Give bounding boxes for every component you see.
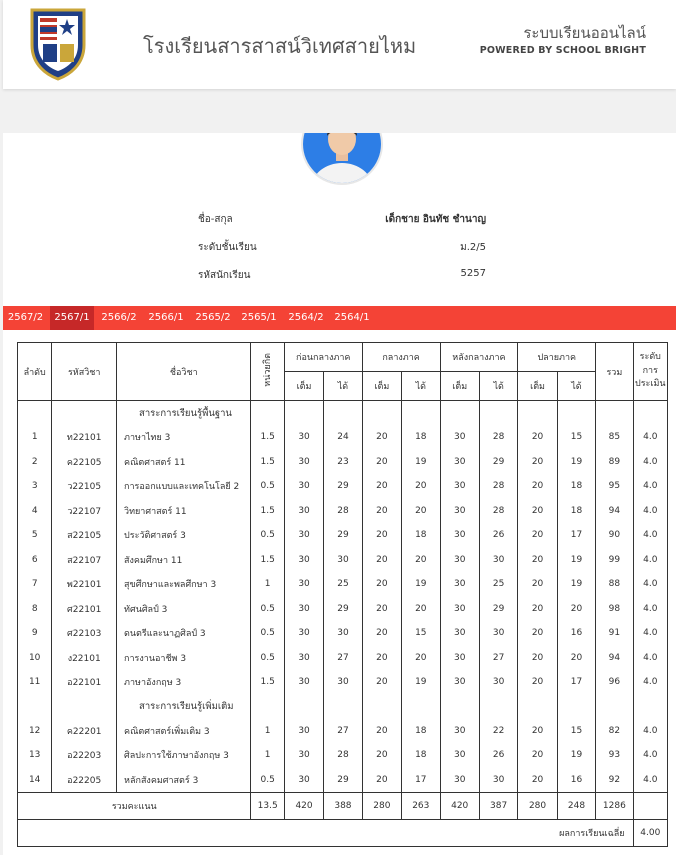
col-header-code: รหัสวิชา bbox=[52, 343, 117, 401]
score-got: 20 bbox=[402, 548, 440, 573]
score-got: 29 bbox=[324, 597, 362, 622]
grade-level: 4.0 bbox=[633, 719, 667, 744]
student-level-value: ม.2/5 bbox=[460, 242, 486, 253]
gpa-row bbox=[18, 820, 668, 847]
score-total: 93 bbox=[596, 743, 633, 768]
score-got: 28 bbox=[479, 425, 517, 450]
student-id-label: รหัสนักเรียน bbox=[198, 270, 251, 281]
score-got: 25 bbox=[479, 572, 517, 597]
table-row bbox=[18, 523, 668, 548]
subject-credit: 1 bbox=[251, 572, 284, 597]
score-got: 17 bbox=[557, 670, 595, 695]
empty-cell bbox=[18, 401, 52, 426]
tab-2564-2[interactable]: 2564/2 bbox=[288, 312, 324, 323]
grade-level: 4.0 bbox=[633, 670, 667, 695]
total-score-part: 387 bbox=[479, 793, 517, 820]
subject-name: ทัศนศิลป์ 3 bbox=[117, 597, 251, 622]
total-score-part: 420 bbox=[440, 793, 479, 820]
score-got: 28 bbox=[324, 743, 362, 768]
subject-credit: 0.5 bbox=[251, 597, 284, 622]
score-total: 91 bbox=[596, 621, 633, 646]
tab-2567-2[interactable]: 2567/2 bbox=[7, 312, 44, 323]
subject-code: ว22107 bbox=[52, 499, 117, 524]
score-full: 20 bbox=[362, 474, 401, 499]
col-header-full: เต็ม bbox=[518, 372, 557, 401]
row-number: 4 bbox=[18, 499, 52, 524]
table-row bbox=[18, 621, 668, 646]
score-full: 30 bbox=[284, 499, 323, 524]
score-got: 18 bbox=[557, 499, 595, 524]
subject-name: คณิตศาสตร์เพิ่มเติม 3 bbox=[117, 719, 251, 744]
score-total: 98 bbox=[596, 597, 633, 622]
score-got: 29 bbox=[479, 450, 517, 475]
score-full: 30 bbox=[284, 670, 323, 695]
score-total: 88 bbox=[596, 572, 633, 597]
tab-2565-2[interactable]: 2565/2 bbox=[195, 312, 231, 323]
empty-cell bbox=[633, 695, 667, 719]
row-number: 8 bbox=[18, 597, 52, 622]
empty-cell bbox=[52, 695, 117, 719]
empty-cell bbox=[479, 401, 517, 426]
row-number: 2 bbox=[18, 450, 52, 475]
score-full: 20 bbox=[518, 572, 557, 597]
school-crest-icon bbox=[29, 7, 87, 81]
subject-name: สุขศึกษาและพลศึกษา 3 bbox=[117, 572, 251, 597]
col-header-got: ได้ bbox=[324, 372, 362, 401]
total-score-part: 263 bbox=[402, 793, 440, 820]
empty-cell bbox=[479, 695, 517, 719]
score-got: 26 bbox=[479, 523, 517, 548]
table-row bbox=[18, 548, 668, 573]
col-header-full: เต็ม bbox=[440, 372, 479, 401]
score-got: 15 bbox=[402, 621, 440, 646]
score-got: 18 bbox=[402, 523, 440, 548]
grade-level: 4.0 bbox=[633, 425, 667, 450]
score-full: 20 bbox=[518, 548, 557, 573]
score-got: 28 bbox=[479, 499, 517, 524]
score-full: 20 bbox=[362, 646, 401, 671]
row-number: 14 bbox=[18, 768, 52, 793]
grade-level: 4.0 bbox=[633, 548, 667, 573]
score-got: 16 bbox=[557, 621, 595, 646]
credit-header-text: หน่วยกิต bbox=[262, 353, 273, 387]
score-full: 30 bbox=[440, 474, 479, 499]
score-total: 95 bbox=[596, 474, 633, 499]
score-full: 30 bbox=[284, 768, 323, 793]
subject-code: ท22101 bbox=[52, 425, 117, 450]
score-full: 20 bbox=[518, 621, 557, 646]
subject-credit: 1.5 bbox=[251, 425, 284, 450]
subject-credit: 0.5 bbox=[251, 646, 284, 671]
subject-credit: 1 bbox=[251, 719, 284, 744]
subject-credit: 1.5 bbox=[251, 450, 284, 475]
empty-cell bbox=[402, 401, 440, 426]
score-full: 30 bbox=[284, 719, 323, 744]
score-total: 94 bbox=[596, 646, 633, 671]
score-got: 17 bbox=[557, 523, 595, 548]
score-total: 89 bbox=[596, 450, 633, 475]
empty-cell bbox=[18, 695, 52, 719]
subject-credit: 0.5 bbox=[251, 474, 284, 499]
score-got: 20 bbox=[402, 597, 440, 622]
score-got: 16 bbox=[557, 768, 595, 793]
col-header-credit bbox=[251, 343, 284, 401]
score-full: 30 bbox=[284, 572, 323, 597]
score-full: 30 bbox=[440, 597, 479, 622]
table-row bbox=[18, 425, 668, 450]
score-total: 82 bbox=[596, 719, 633, 744]
grade-level: 4.0 bbox=[633, 768, 667, 793]
score-total: 85 bbox=[596, 425, 633, 450]
score-got: 28 bbox=[324, 499, 362, 524]
score-got: 27 bbox=[479, 646, 517, 671]
subject-name: ภาษาไทย 3 bbox=[117, 425, 251, 450]
score-got: 29 bbox=[324, 523, 362, 548]
score-full: 30 bbox=[284, 597, 323, 622]
score-full: 30 bbox=[284, 646, 323, 671]
subject-code: ศ22103 bbox=[52, 621, 117, 646]
score-full: 30 bbox=[284, 621, 323, 646]
score-got: 27 bbox=[324, 646, 362, 671]
total-score-part: 420 bbox=[284, 793, 323, 820]
score-full: 20 bbox=[362, 597, 401, 622]
col-header-got: ได้ bbox=[557, 372, 595, 401]
score-full: 20 bbox=[518, 719, 557, 744]
row-number: 12 bbox=[18, 719, 52, 744]
row-number: 5 bbox=[18, 523, 52, 548]
subject-credit: 1 bbox=[251, 743, 284, 768]
subject-credit: 0.5 bbox=[251, 768, 284, 793]
subject-group-row bbox=[18, 695, 668, 719]
score-full: 30 bbox=[284, 523, 323, 548]
empty-cell bbox=[557, 695, 595, 719]
empty-cell bbox=[596, 401, 633, 426]
score-got: 26 bbox=[479, 743, 517, 768]
score-got: 19 bbox=[557, 743, 595, 768]
score-got: 19 bbox=[402, 670, 440, 695]
student-name-label: ชื่อ-สกุล bbox=[198, 214, 233, 225]
table-row bbox=[18, 450, 668, 475]
score-full: 20 bbox=[518, 743, 557, 768]
score-got: 28 bbox=[479, 474, 517, 499]
score-full: 30 bbox=[284, 425, 323, 450]
score-total: 99 bbox=[596, 548, 633, 573]
empty-cell bbox=[324, 401, 362, 426]
total-score-part: 248 bbox=[557, 793, 595, 820]
subject-name: ศิลปะการใช้ภาษาอังกฤษ 3 bbox=[117, 743, 251, 768]
score-got: 29 bbox=[479, 597, 517, 622]
score-full: 30 bbox=[440, 548, 479, 573]
table-row bbox=[18, 499, 668, 524]
score-full: 20 bbox=[362, 499, 401, 524]
tab-2567-1[interactable]: 2567/1 bbox=[50, 306, 94, 330]
col-header-subject: ชื่อวิชา bbox=[117, 343, 251, 401]
row-number: 6 bbox=[18, 548, 52, 573]
subject-credit: 1.5 bbox=[251, 670, 284, 695]
score-got: 18 bbox=[402, 719, 440, 744]
subject-code: พ22101 bbox=[52, 572, 117, 597]
row-number: 3 bbox=[18, 474, 52, 499]
score-got: 30 bbox=[479, 548, 517, 573]
subject-name: การออกแบบและเทคโนโลยี 2 bbox=[117, 474, 251, 499]
subject-credit: 1.5 bbox=[251, 548, 284, 573]
score-got: 20 bbox=[402, 646, 440, 671]
subject-code: ส22107 bbox=[52, 548, 117, 573]
table-row bbox=[18, 768, 668, 793]
total-score-row bbox=[18, 793, 668, 820]
subject-code: อ22101 bbox=[52, 670, 117, 695]
empty-cell bbox=[557, 401, 595, 426]
score-full: 30 bbox=[440, 523, 479, 548]
grade-level: 4.0 bbox=[633, 474, 667, 499]
table-row bbox=[18, 572, 668, 597]
row-number: 1 bbox=[18, 425, 52, 450]
subject-code: ศ22101 bbox=[52, 597, 117, 622]
tab-2565-1[interactable]: 2565/1 bbox=[241, 312, 277, 323]
subject-credit: 1.5 bbox=[251, 499, 284, 524]
score-got: 19 bbox=[557, 548, 595, 573]
score-got: 18 bbox=[402, 425, 440, 450]
total-score-sum: 1286 bbox=[596, 793, 633, 820]
score-got: 30 bbox=[479, 768, 517, 793]
system-name: ระบบเรียนออนไลน์ bbox=[523, 24, 646, 42]
table-row bbox=[18, 597, 668, 622]
subject-name: วิทยาศาสตร์ 11 bbox=[117, 499, 251, 524]
school-name: โรงเรียนสารสาสน์วิเทศสายไหม bbox=[143, 34, 417, 58]
col-header-full: เต็ม bbox=[362, 372, 401, 401]
grade-level: 4.0 bbox=[633, 597, 667, 622]
student-grade-card bbox=[3, 133, 676, 855]
score-got: 19 bbox=[557, 450, 595, 475]
score-got: 24 bbox=[324, 425, 362, 450]
subject-group-label: สาระการเรียนรู้พื้นฐาน bbox=[117, 401, 251, 426]
empty-cell bbox=[633, 793, 667, 820]
empty-cell bbox=[518, 695, 557, 719]
score-full: 30 bbox=[284, 450, 323, 475]
table-row bbox=[18, 719, 668, 744]
total-score-part: 280 bbox=[518, 793, 557, 820]
score-full: 30 bbox=[440, 572, 479, 597]
empty-cell bbox=[251, 695, 284, 719]
score-full: 20 bbox=[362, 523, 401, 548]
score-got: 29 bbox=[324, 768, 362, 793]
grade-level: 4.0 bbox=[633, 621, 667, 646]
subject-code: อ22205 bbox=[52, 768, 117, 793]
empty-cell bbox=[440, 401, 479, 426]
grade-level: 4.0 bbox=[633, 523, 667, 548]
subject-name: คณิตศาสตร์ 11 bbox=[117, 450, 251, 475]
empty-cell bbox=[251, 401, 284, 426]
subject-name: ดนตรีและนาฏศิลป์ 3 bbox=[117, 621, 251, 646]
score-full: 20 bbox=[518, 597, 557, 622]
col-header-total: รวม bbox=[596, 343, 633, 401]
score-got: 19 bbox=[402, 572, 440, 597]
student-id-value: 5257 bbox=[460, 268, 486, 279]
score-full: 20 bbox=[362, 743, 401, 768]
score-full: 20 bbox=[362, 621, 401, 646]
score-got: 22 bbox=[479, 719, 517, 744]
subject-name: ประวัติศาสตร์ 3 bbox=[117, 523, 251, 548]
powered-by-label: POWERED BY SCHOOL BRIGHT bbox=[479, 45, 646, 56]
score-total: 94 bbox=[596, 499, 633, 524]
table-row bbox=[18, 646, 668, 671]
score-got: 30 bbox=[479, 621, 517, 646]
col-header-pre-mid: ก่อนกลางภาค bbox=[284, 343, 362, 372]
grade-level: 4.0 bbox=[633, 572, 667, 597]
col-header-got: ได้ bbox=[402, 372, 440, 401]
subject-group-label: สาระการเรียนรู้เพิ่มเติม bbox=[117, 695, 251, 719]
student-avatar-icon bbox=[301, 133, 383, 185]
subject-credit: 0.5 bbox=[251, 621, 284, 646]
score-full: 20 bbox=[362, 768, 401, 793]
empty-cell bbox=[633, 401, 667, 426]
col-header-mid: กลางภาค bbox=[362, 343, 440, 372]
col-header-post-mid: หลังกลางภาค bbox=[440, 343, 518, 372]
score-full: 20 bbox=[518, 670, 557, 695]
score-got: 29 bbox=[324, 474, 362, 499]
col-header-got: ได้ bbox=[479, 372, 517, 401]
score-full: 30 bbox=[440, 646, 479, 671]
score-total: 92 bbox=[596, 768, 633, 793]
empty-cell bbox=[518, 401, 557, 426]
score-got: 15 bbox=[557, 719, 595, 744]
total-credit: 13.5 bbox=[251, 793, 284, 820]
tab-2566-2[interactable]: 2566/2 bbox=[101, 312, 137, 323]
total-score-part: 388 bbox=[324, 793, 362, 820]
subject-code: ส22105 bbox=[52, 523, 117, 548]
score-full: 20 bbox=[362, 425, 401, 450]
total-score-label: รวมคะแนน bbox=[18, 793, 251, 820]
table-row bbox=[18, 474, 668, 499]
score-got: 30 bbox=[324, 548, 362, 573]
score-got: 15 bbox=[557, 425, 595, 450]
subject-code: ง22101 bbox=[52, 646, 117, 671]
row-number: 9 bbox=[18, 621, 52, 646]
col-header-no: ลำดับ bbox=[18, 343, 52, 401]
score-got: 20 bbox=[402, 499, 440, 524]
subject-code: ว22105 bbox=[52, 474, 117, 499]
score-full: 20 bbox=[518, 768, 557, 793]
score-got: 30 bbox=[324, 670, 362, 695]
empty-cell bbox=[284, 695, 323, 719]
score-full: 20 bbox=[518, 450, 557, 475]
student-name-value: เด็กชาย อินทัช ชำนาญ bbox=[385, 214, 486, 225]
table-row bbox=[18, 743, 668, 768]
score-full: 20 bbox=[518, 425, 557, 450]
score-full: 30 bbox=[440, 425, 479, 450]
grade-level: 4.0 bbox=[633, 499, 667, 524]
tab-2566-1[interactable]: 2566/1 bbox=[148, 312, 184, 323]
score-got: 30 bbox=[479, 670, 517, 695]
score-full: 30 bbox=[440, 450, 479, 475]
empty-cell bbox=[440, 695, 479, 719]
subject-name: หลักสังคมศาสตร์ 3 bbox=[117, 768, 251, 793]
score-total: 96 bbox=[596, 670, 633, 695]
gpa-label: ผลการเรียนเฉลี่ย bbox=[18, 820, 634, 847]
term-tabs bbox=[3, 306, 676, 330]
subject-name: สังคมศึกษา 11 bbox=[117, 548, 251, 573]
score-full: 20 bbox=[518, 474, 557, 499]
score-full: 20 bbox=[362, 450, 401, 475]
score-full: 20 bbox=[362, 670, 401, 695]
score-got: 20 bbox=[402, 474, 440, 499]
col-header-final: ปลายภาค bbox=[518, 343, 596, 372]
score-total: 90 bbox=[596, 523, 633, 548]
subject-code: อ22203 bbox=[52, 743, 117, 768]
student-level-label: ระดับชั้นเรียน bbox=[198, 242, 257, 253]
score-got: 30 bbox=[324, 621, 362, 646]
empty-cell bbox=[284, 401, 323, 426]
score-got: 27 bbox=[324, 719, 362, 744]
score-got: 19 bbox=[557, 572, 595, 597]
total-score-part: 280 bbox=[362, 793, 401, 820]
score-full: 30 bbox=[440, 621, 479, 646]
score-full: 30 bbox=[284, 743, 323, 768]
score-got: 17 bbox=[402, 768, 440, 793]
grade-level: 4.0 bbox=[633, 450, 667, 475]
score-full: 20 bbox=[518, 646, 557, 671]
score-full: 30 bbox=[440, 670, 479, 695]
score-full: 30 bbox=[440, 499, 479, 524]
score-got: 23 bbox=[324, 450, 362, 475]
score-full: 20 bbox=[362, 719, 401, 744]
score-full: 20 bbox=[518, 499, 557, 524]
col-header-full: เต็ม bbox=[284, 372, 323, 401]
subject-name: การงานอาชีพ 3 bbox=[117, 646, 251, 671]
table-row bbox=[18, 670, 668, 695]
app-header bbox=[3, 0, 676, 89]
score-full: 20 bbox=[362, 572, 401, 597]
row-number: 10 bbox=[18, 646, 52, 671]
score-got: 20 bbox=[557, 597, 595, 622]
empty-cell bbox=[362, 695, 401, 719]
empty-cell bbox=[324, 695, 362, 719]
score-got: 18 bbox=[557, 474, 595, 499]
subject-code: ค22201 bbox=[52, 719, 117, 744]
score-got: 20 bbox=[557, 646, 595, 671]
gpa-value: 4.00 bbox=[633, 820, 667, 847]
grade-level: 4.0 bbox=[633, 743, 667, 768]
score-full: 30 bbox=[440, 768, 479, 793]
grade-level: 4.0 bbox=[633, 646, 667, 671]
empty-cell bbox=[362, 401, 401, 426]
subject-code: ค22105 bbox=[52, 450, 117, 475]
subject-group-row bbox=[18, 401, 668, 426]
grades-table bbox=[17, 342, 668, 847]
score-full: 20 bbox=[362, 548, 401, 573]
col-header-level: ระดับ การ ประเมิน bbox=[633, 343, 667, 401]
score-got: 19 bbox=[402, 450, 440, 475]
empty-cell bbox=[402, 695, 440, 719]
empty-cell bbox=[596, 695, 633, 719]
score-got: 25 bbox=[324, 572, 362, 597]
row-number: 7 bbox=[18, 572, 52, 597]
score-full: 30 bbox=[440, 743, 479, 768]
score-full: 30 bbox=[284, 474, 323, 499]
empty-cell bbox=[52, 401, 117, 426]
subject-credit: 0.5 bbox=[251, 523, 284, 548]
score-full: 30 bbox=[284, 548, 323, 573]
row-number: 13 bbox=[18, 743, 52, 768]
row-number: 11 bbox=[18, 670, 52, 695]
score-full: 20 bbox=[518, 523, 557, 548]
score-full: 30 bbox=[440, 719, 479, 744]
subject-name: ภาษาอังกฤษ 3 bbox=[117, 670, 251, 695]
tab-2564-1[interactable]: 2564/1 bbox=[334, 312, 370, 323]
score-got: 18 bbox=[402, 743, 440, 768]
